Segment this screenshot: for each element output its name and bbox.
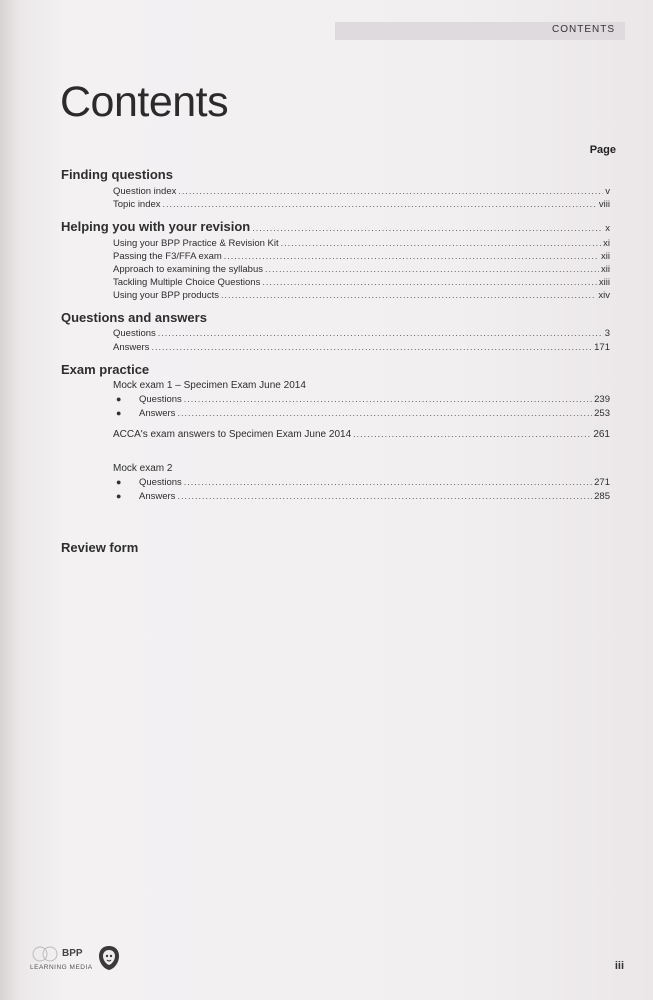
- brand-subtitle: LEARNING MEDIA: [30, 964, 93, 971]
- toc-entry-bpp-products[interactable]: [113, 289, 610, 302]
- dot-leader: [262, 276, 597, 288]
- toc-entry-page: 253: [594, 408, 610, 419]
- toc-entry-label: Answers: [139, 491, 176, 502]
- bpp-logo-icon: [32, 946, 58, 962]
- toc-entry-page: 285: [594, 491, 610, 502]
- brand-name: BPP: [62, 948, 83, 959]
- toc-entry-label: Topic index: [113, 199, 161, 210]
- dot-leader: [177, 407, 592, 419]
- toc-entry-label: Tackling Multiple Choice Questions: [113, 277, 261, 288]
- mock-exam-1-heading: Mock exam 1 – Specimen Exam June 2014: [113, 380, 306, 391]
- toc-entry-page: 3: [604, 328, 610, 339]
- dot-leader: [178, 185, 603, 197]
- toc-entry-label: Question index: [113, 186, 177, 197]
- toc-entry-page: v: [605, 186, 610, 197]
- toc-entry-page: xi: [603, 238, 610, 249]
- toc-entry-topic-index[interactable]: [113, 198, 610, 211]
- dot-leader: [353, 428, 591, 440]
- toc-entry-label: Answers: [139, 408, 176, 419]
- toc-entry-page: 261: [593, 429, 610, 440]
- dot-leader: [265, 263, 599, 275]
- toc-entry-label: Questions: [139, 477, 182, 488]
- toc-entry-page: viii: [598, 199, 610, 210]
- toc-entry-page: xii: [601, 264, 610, 275]
- toc-entry-mock1-answers[interactable]: [139, 407, 610, 420]
- section-review-form: Review form: [61, 540, 139, 555]
- page-column-label: Page: [589, 144, 616, 156]
- toc-entry-label: Passing the F3/FFA exam: [113, 251, 222, 262]
- dot-leader: [281, 237, 602, 249]
- toc-entry-page: 271: [594, 477, 610, 488]
- bullet-icon: ●: [116, 491, 122, 501]
- section-exam-practice: Exam practice: [61, 362, 150, 377]
- toc-entry-label: Questions: [113, 328, 156, 339]
- bullet-icon: ●: [116, 408, 122, 418]
- toc-entry-mock2-answers[interactable]: [139, 490, 610, 503]
- toc-entry-page: 239: [594, 394, 610, 405]
- section-finding-questions: Finding questions: [61, 167, 173, 182]
- dot-leader: [163, 198, 597, 210]
- toc-entry-mock2-questions[interactable]: [139, 476, 610, 489]
- bullet-icon: ●: [116, 394, 122, 404]
- section-helping-revision[interactable]: [61, 219, 610, 234]
- dot-leader: [252, 223, 603, 233]
- dot-leader: [158, 327, 603, 339]
- toc-entry-mock1-questions[interactable]: [139, 393, 610, 406]
- toc-entry-acca-answers[interactable]: [113, 428, 610, 441]
- mock-exam-2-heading: Mock exam 2: [113, 463, 173, 474]
- dot-leader: [221, 289, 596, 301]
- toc-entry-page: xii: [601, 251, 610, 262]
- page-number: iii: [614, 960, 624, 972]
- section-title: Helping you with your revision: [61, 219, 251, 234]
- toc-entry-label: Answers: [113, 342, 150, 353]
- toc-entry-page: 171: [594, 342, 610, 353]
- toc-entry-label: Using your BPP Practice & Revision Kit: [113, 238, 279, 249]
- toc-entry-page: xiii: [598, 277, 610, 288]
- page-title: Contents: [60, 78, 229, 126]
- toc-entry-passing-exam[interactable]: [113, 250, 610, 263]
- toc-entry-tackling-mcq[interactable]: [113, 276, 610, 289]
- toc-entry-answers[interactable]: [113, 341, 610, 354]
- toc-entry-questions[interactable]: [113, 327, 610, 340]
- toc-entry-label: Approach to examining the syllabus: [113, 264, 263, 275]
- dot-leader: [151, 341, 592, 353]
- toc-entry-label: ACCA's exam answers to Specimen Exam June 2014: [113, 429, 352, 440]
- lion-logo-icon: [97, 945, 121, 971]
- toc-entry-question-index[interactable]: [113, 185, 610, 198]
- dot-leader: [184, 476, 592, 488]
- toc-entry-label: Questions: [139, 394, 182, 405]
- section-questions-answers: Questions and answers: [61, 310, 207, 325]
- running-header: CONTENTS: [552, 24, 615, 35]
- toc-entry-page: xiv: [598, 290, 610, 301]
- section-page: x: [605, 223, 610, 234]
- toc-entry-approach-syllabus[interactable]: [113, 263, 610, 276]
- toc-entry-label: Using your BPP products: [113, 290, 219, 301]
- toc-entry-using-kit[interactable]: [113, 237, 610, 250]
- dot-leader: [184, 393, 592, 405]
- bullet-icon: ●: [116, 477, 122, 487]
- dot-leader: [224, 250, 599, 262]
- dot-leader: [177, 490, 592, 502]
